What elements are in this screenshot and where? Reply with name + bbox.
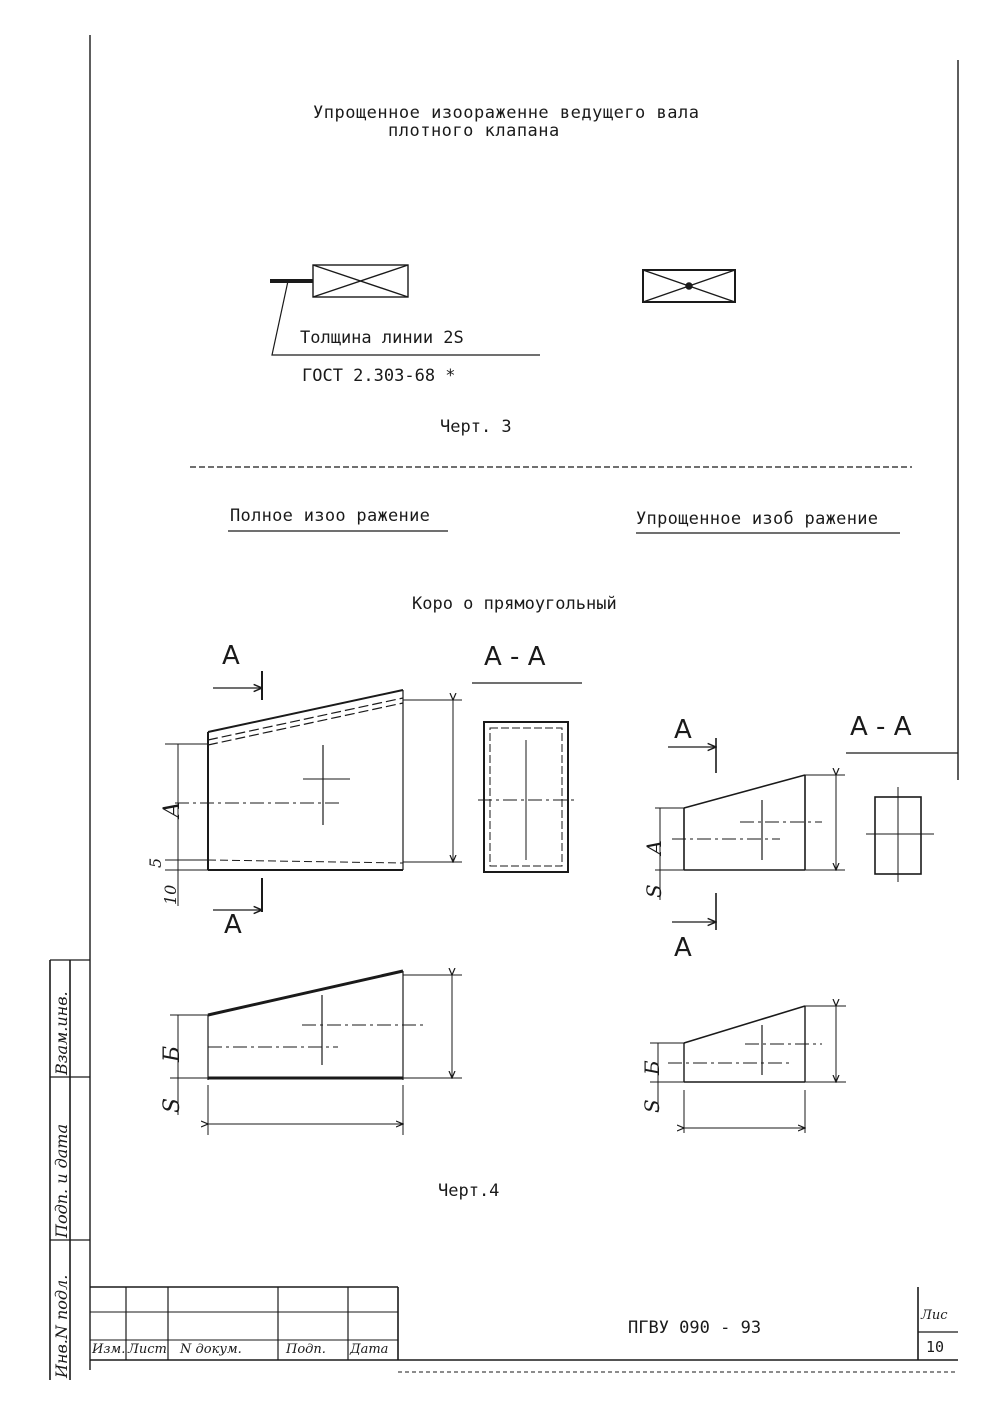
- sheet-label: Лис: [921, 1308, 948, 1323]
- section-mark-bottom-simplified: А: [674, 933, 692, 963]
- figure-4-caption: Черт.4: [438, 1181, 500, 1201]
- col-izm: Изм.: [92, 1342, 126, 1357]
- dim-10-label: 10: [161, 884, 180, 905]
- col-list: Лист: [128, 1342, 167, 1357]
- dim-a-label-simplified: А: [642, 839, 666, 855]
- dim-a-label: А: [160, 801, 185, 818]
- section-title-simplified: А - А: [850, 712, 912, 742]
- stamp-inv-original: Инв.N подл.: [52, 1274, 71, 1378]
- col-doc: N докум.: [180, 1342, 242, 1357]
- dim-b-label: Б: [160, 1045, 185, 1062]
- page-title-line-2: плотного клапана: [388, 121, 560, 141]
- line-thickness-label: Толщина линии 2S: [300, 328, 464, 348]
- section-mark-top-simplified: А: [674, 715, 692, 745]
- dim-5-label: 5: [146, 857, 165, 868]
- title-block-grid: [90, 1287, 958, 1372]
- dim-b-label-simplified: Б: [640, 1060, 664, 1075]
- full-view-heading: Полное изоо ражение: [230, 506, 431, 526]
- valve-shaft-symbol-right: [643, 270, 735, 302]
- section-title-full: А - А: [484, 642, 546, 672]
- box-simplified-front-view: [655, 738, 845, 930]
- sheet-number: 10: [926, 1338, 945, 1356]
- dim-s-label-simplified: S: [642, 884, 666, 898]
- box-full-section-a-a: [472, 683, 582, 872]
- col-sign: Подп.: [286, 1342, 326, 1357]
- col-date: Дата: [350, 1342, 389, 1357]
- box-full-front-view: [165, 671, 462, 912]
- dim-s2-label-simplified: S: [640, 1099, 664, 1113]
- page-title-line-1: Упрощенное изоораженне ведущего вала: [313, 103, 700, 123]
- stamp-sign-date: Подп. и дата: [52, 1124, 71, 1238]
- box-simplified-section-a-a: [846, 753, 958, 882]
- document-code: ПГВУ 090 - 93: [628, 1318, 762, 1338]
- figure-3-caption: Черт. 3: [440, 417, 512, 437]
- standard-reference: ГОСТ 2.303-68 *: [302, 366, 456, 386]
- simplified-view-heading: Упрощенное изоб ражение: [636, 509, 879, 529]
- section-mark-top: А: [222, 641, 240, 671]
- section-mark-bottom: А: [224, 910, 242, 940]
- box-simplified-plan-view: [650, 1006, 846, 1133]
- figure-4-subtitle: Коро о прямоугольный: [412, 594, 617, 614]
- box-full-plan-view: [170, 971, 462, 1135]
- stamp-inv-duplicate: Взам.инв.: [52, 991, 71, 1075]
- dim-s-label: S: [160, 1097, 185, 1113]
